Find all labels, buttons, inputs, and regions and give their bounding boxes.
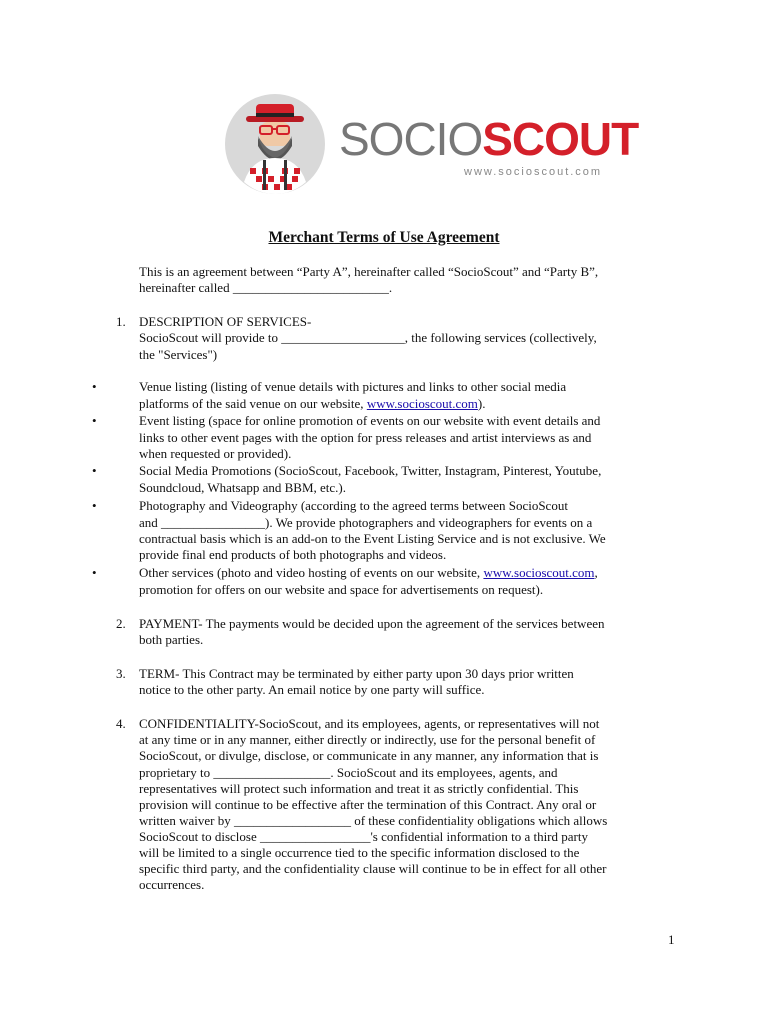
bullet-2-line-2: links to other event pages with the option for press releases and artist interviews as and — [139, 430, 592, 445]
socioscout-logo — [222, 94, 642, 194]
bullet-icon: • — [92, 413, 97, 428]
bullet-4-line-4: provide final end products of both photographs and videos. — [139, 547, 447, 562]
section-4-line-5: representatives will protect such information and treat it as strictly confidential. This — [139, 781, 579, 796]
section-4-line-10: specific third party, and the confidentiality clause will continue to be in effect for all other — [139, 861, 607, 876]
section-4-line-2: at any time or in any manner, either directly or indirectly, use for the personal benefit of — [139, 732, 596, 747]
section-4-line-6: provision will continue to be effective after the termination of this Contract. Any oral or — [139, 797, 597, 812]
bullet-1-line-2: platforms of the said venue on our website, www.socioscout.com). — [139, 396, 486, 411]
section-1-line-2: SocioScout will provide to ___________________, the following services (collectively, — [139, 330, 597, 345]
section-3-line-1: TERM- This Contract may be terminated by either party upon 30 days prior written — [139, 666, 574, 681]
section-1-heading: DESCRIPTION OF SERVICES- — [139, 314, 312, 329]
section-2-line-2: both parties. — [139, 632, 204, 647]
section-1-line-3: the "Services") — [139, 347, 218, 362]
bullet-2-line-3: when requested or provided). — [139, 446, 292, 461]
bullet-icon: • — [92, 463, 97, 478]
bullet-3-line-2: Soundcloud, Whatsapp and BBM, etc.). — [139, 480, 347, 495]
bullet-4-line-2: and ________________). We provide photographers and videographers for events on a — [139, 515, 593, 530]
bullet-2-line-1: Event listing (space for online promotion of events on our website with event details and — [139, 413, 601, 428]
section-1-number: 1. — [116, 314, 126, 329]
bullet-1-line-1: Venue listing (listing of venue details with pictures and links to other social media — [139, 379, 567, 394]
document-title: Merchant Terms of Use Agreement — [268, 229, 500, 246]
bullet-icon: • — [92, 498, 97, 513]
section-4-line-3: SocioScout, or divulge, disclose, or communicate in any manner, any information that is — [139, 748, 599, 763]
intro-line-1: This is an agreement between “Party A”, hereinafter called “SocioScout” and “Party B”, — [139, 264, 599, 279]
bullet-4-line-1: Photography and Videography (according to the agreed terms between SocioScout — [139, 498, 568, 513]
socioscout-link[interactable]: www.socioscout.com — [366, 396, 478, 411]
section-3-number: 3. — [116, 666, 126, 681]
page-number: 1 — [668, 932, 675, 947]
bullet-5-line-1: Other services (photo and video hosting of events on our website, www.socioscout.com, — [139, 565, 598, 580]
section-2-line-1: PAYMENT- The payments would be decided upon the agreement of the services between — [139, 616, 605, 631]
section-4-line-7: written waiver by __________________ of these confidentiality obligations which allows — [139, 813, 608, 828]
section-3-line-2: notice to the other party. An email notice by one party will suffice. — [139, 682, 485, 697]
bullet-5-line-2: promotion for offers on our website and space for advertisements on request). — [139, 582, 544, 597]
intro-line-2: hereinafter called ________________________. — [139, 280, 393, 295]
bullet-icon: • — [92, 379, 97, 394]
section-4-number: 4. — [116, 716, 126, 731]
bullet-3-line-1: Social Media Promotions (SocioScout, Facebook, Twitter, Instagram, Pinterest, Youtube, — [139, 463, 602, 478]
mascot-icon — [222, 94, 332, 194]
logo-wordmark — [339, 113, 639, 165]
bullet-icon: • — [92, 565, 97, 580]
section-2-number: 2. — [116, 616, 126, 631]
section-4-line-9: will be limited to a single occurrence tied to the specific information disclosed to the — [139, 845, 580, 860]
section-4-line-11: occurrences. — [139, 877, 205, 892]
section-4-line-1: CONFIDENTIALITY-SocioScout, and its employees, agents, or representatives will not — [139, 716, 600, 731]
section-4-line-8: SocioScout to disclose _________________'s confidential information to a third party — [139, 829, 588, 844]
bullet-4-line-3: contractual basis which is an add-on to the Event Listing Service and is not exclusive. We — [139, 531, 606, 546]
logo-word-scout: SCOUT — [482, 113, 639, 165]
socioscout-link[interactable]: www.socioscout.com — [483, 565, 595, 580]
section-4-line-4: proprietary to __________________. SocioScout and its employees, agents, and — [139, 765, 558, 780]
logo-url: www.socioscout.com — [464, 166, 603, 178]
logo-word-socio: SOCIO — [339, 113, 483, 165]
